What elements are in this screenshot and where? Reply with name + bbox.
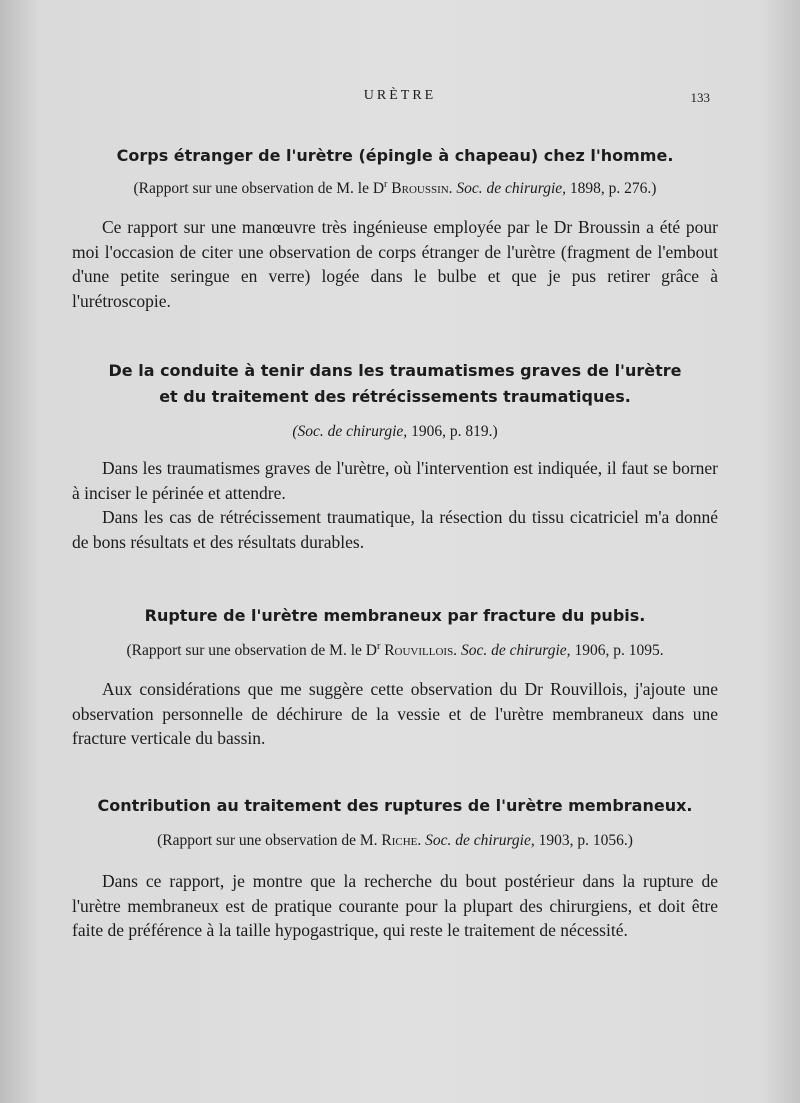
section-title: Corps étranger de l'urètre (épingle à chapeau) chez l'homme. xyxy=(116,146,674,165)
section-body xyxy=(72,677,718,751)
paragraph: Aux considérations que me suggère cette observation du Dr Rouvillois, j'ajoute une observation personnelle de déchirure de la vessie et de l'urètre membraneux dans une fracture verticale du bassin. xyxy=(72,679,718,748)
running-head: URÈTRE xyxy=(363,88,437,103)
section-reference: (Rapport sur une observation de M. Riche. Soc. de chirurgie, 1903, p. 1056.) xyxy=(157,832,633,849)
paragraph: Dans les cas de rétrécissement traumatique, la résection du tissu cicatriciel m'a donné de bons résultats et des résultats durables. xyxy=(72,507,718,552)
section-body xyxy=(72,215,718,313)
section-membranous-rupture xyxy=(72,793,718,943)
section-title: Rupture de l'urètre membraneux par fracture du pubis. xyxy=(144,606,646,625)
paragraph: Dans les traumatismes graves de l'urètre, où l'intervention est indiquée, il faut se borner à inciser le périnée et attendre. xyxy=(72,458,718,503)
section-body xyxy=(72,456,718,554)
section-serious-trauma xyxy=(72,358,718,554)
section-reference: (Soc. de chirurgie, 1906, p. 819.) xyxy=(292,423,498,440)
paragraph: Dans ce rapport, je montre que la recherche du bout postérieur dans la rupture de l'urètre membraneux est de pratique courante pour la plupart des chirurgiens, et doit être faite de préférence à la taille hypogastrique, qui reste le traitement de nécessité. xyxy=(72,871,718,940)
page-number: 133 xyxy=(690,90,710,105)
section-title: De la conduite à tenir dans les traumatismes graves de l'urètre et du traitement des rétrécissements traumatiques. xyxy=(108,361,682,406)
section-foreign-body xyxy=(72,143,718,313)
section-reference: (Rapport sur une observation de M. le $D^r$ Rouvillois. Soc. de chirurgie, 1906, p. 1095. xyxy=(126,640,664,659)
section-body xyxy=(72,869,718,943)
paragraph: Ce rapport sur une manœuvre très ingénieuse employée par le Dr Broussin a été pour moi l'occasion de citer une observation de corps étranger de l'urètre (fragment de l'embout d'une petite seringue en verre) logée dans le bulbe et que je pus retirer grâce à l'urétroscopie. xyxy=(72,217,718,311)
section-pubis-fracture xyxy=(72,603,718,751)
section-title: Contribution au traitement des ruptures de l'urètre membraneux. xyxy=(97,796,693,815)
section-reference: (Rapport sur une observation de M. le $D^r$ Broussin. Soc. de chirurgie, 1898, p. 276.) xyxy=(133,178,657,197)
